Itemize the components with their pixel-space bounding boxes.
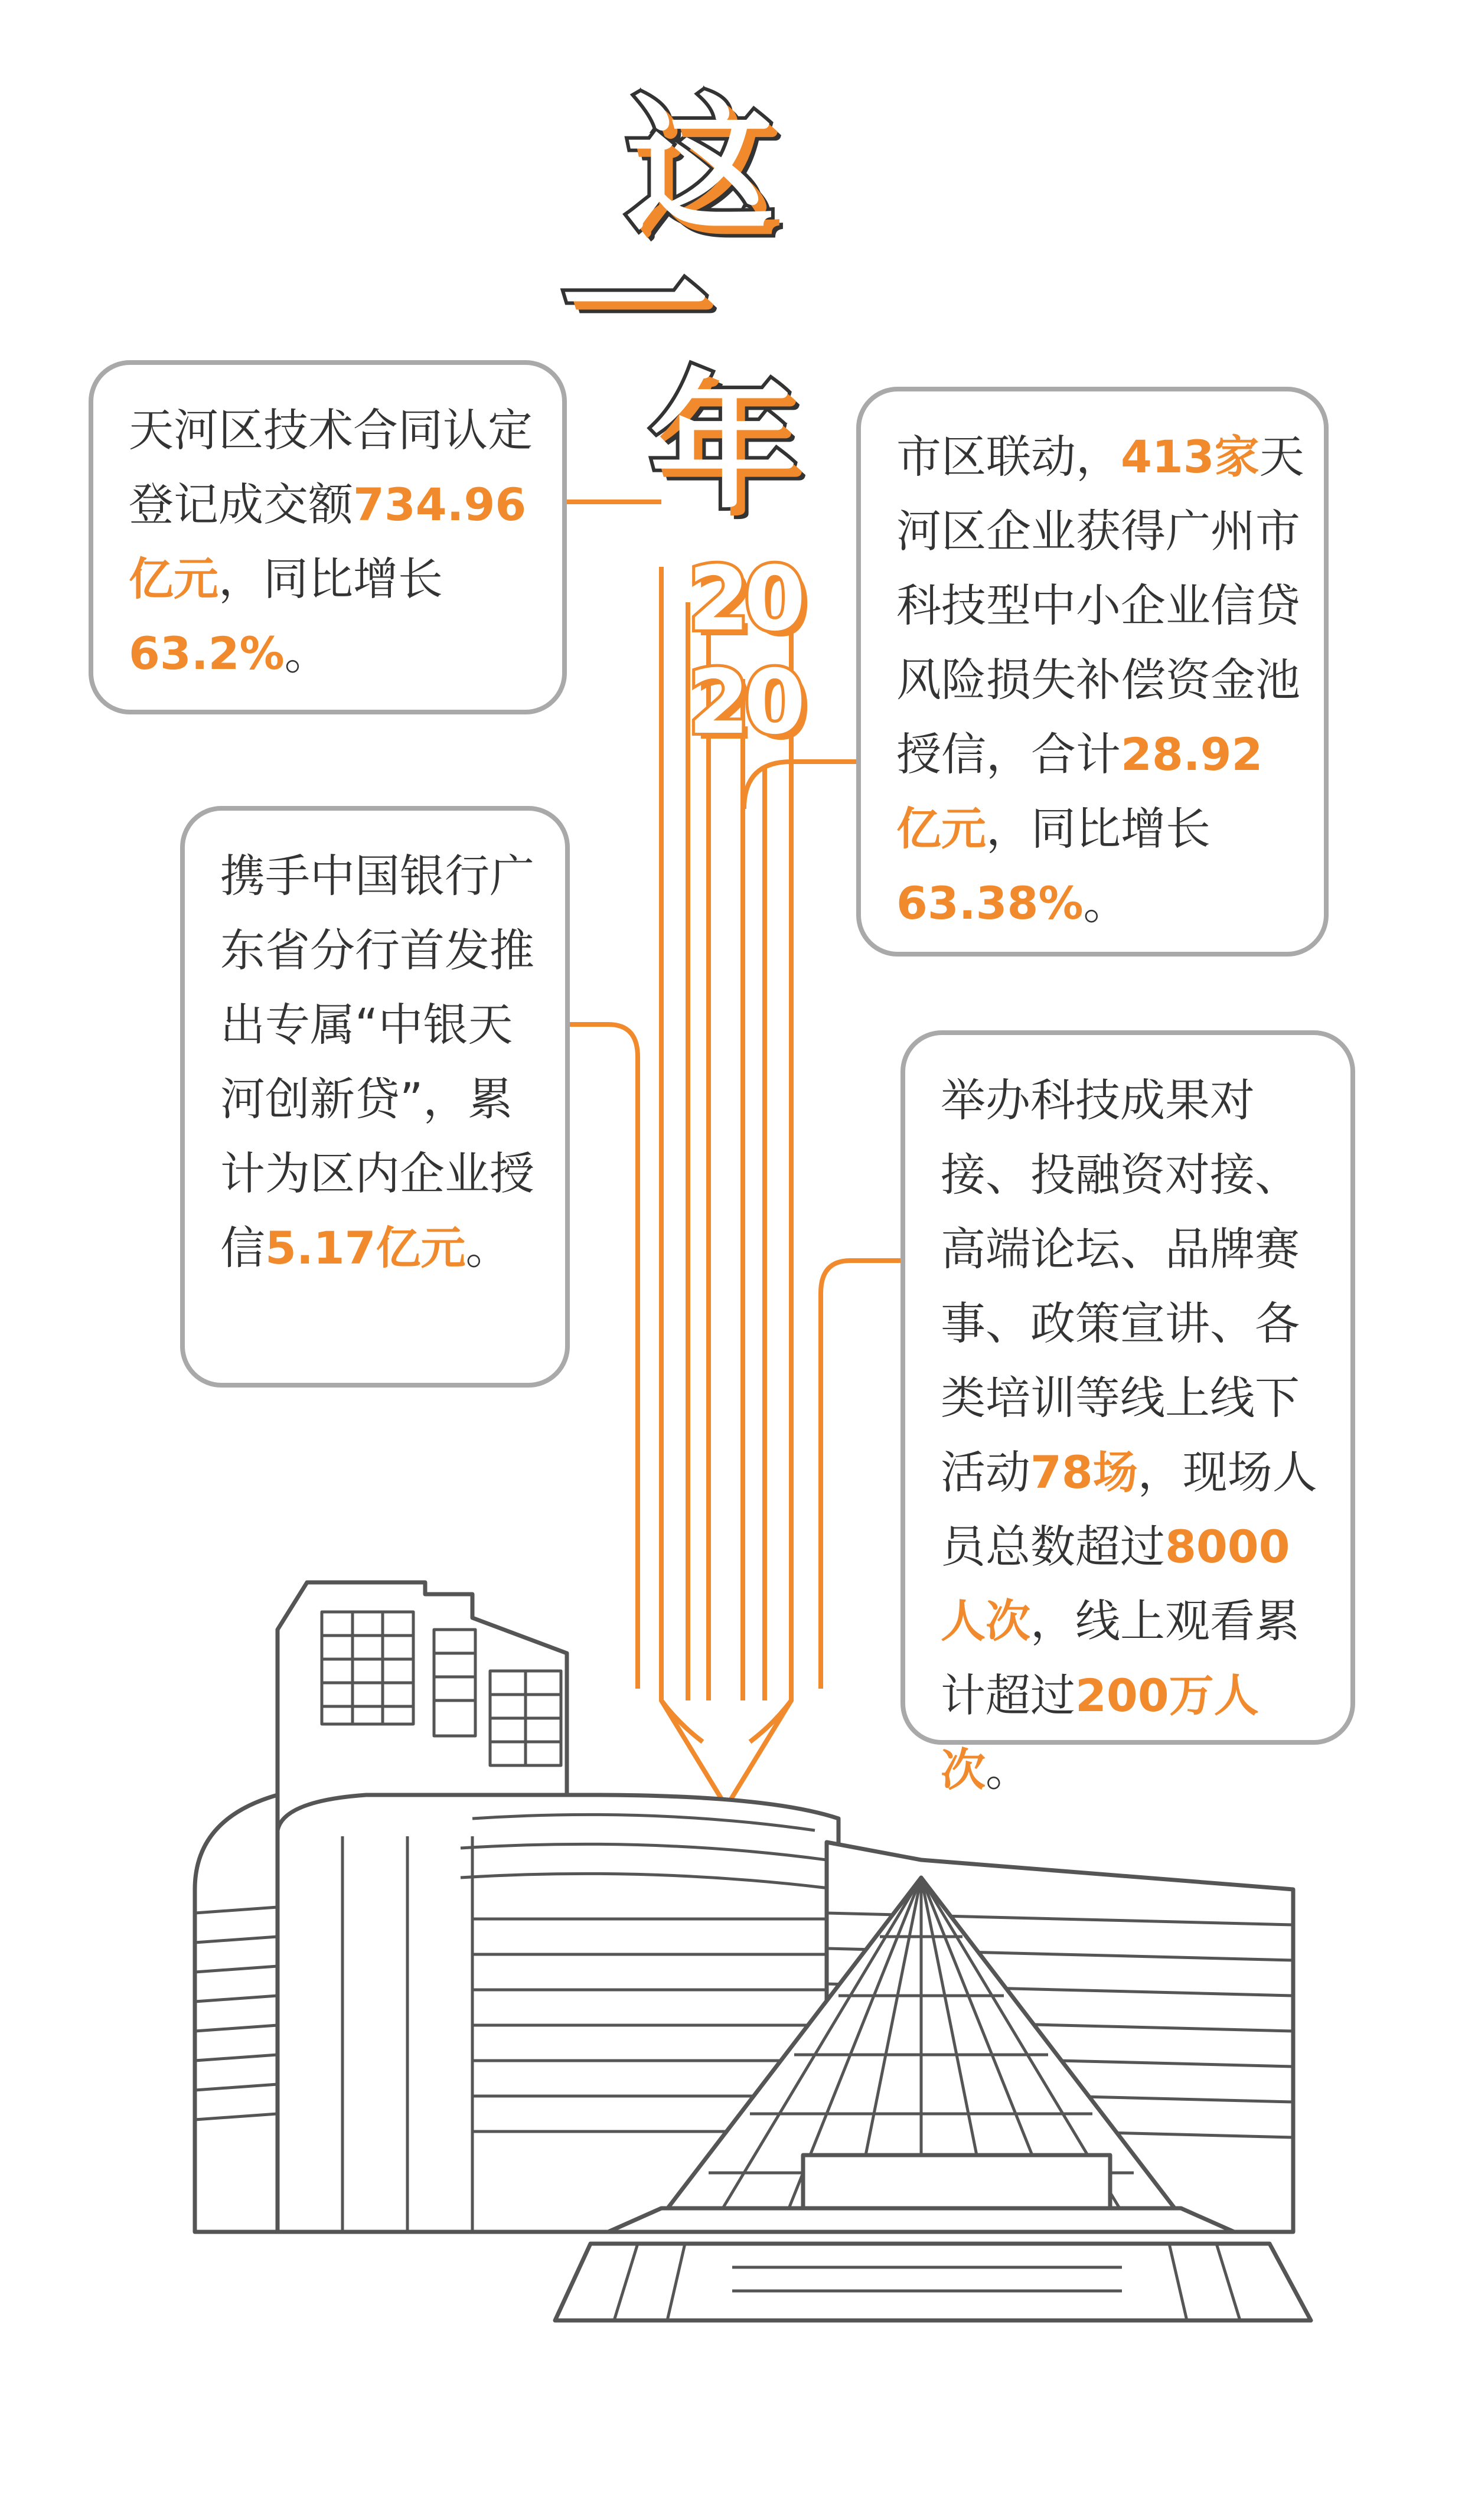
info-box-contract-registration <box>89 360 567 714</box>
info-box-events <box>900 1030 1355 1796</box>
year-digit-4: 0 <box>744 651 806 754</box>
box3-text-1: 携手中国银行广东省分行首发推出专属“中银天河创新贷”，累计为区内企业授信 <box>220 850 534 1274</box>
box1-text-2: ，同比增长 <box>218 553 443 605</box>
year-digit-1: 2 <box>688 548 750 651</box>
box2-highlight-growth: 63.38% <box>896 877 1084 929</box>
canopy <box>608 2208 1234 2232</box>
box3-text-2: 。 <box>465 1222 511 1274</box>
title-char-1: 这 <box>626 79 774 251</box>
box4-highlight-online: 200万人次 <box>941 1669 1259 1796</box>
year-digit-2: 0 <box>744 548 806 651</box>
year-digit-3: 2 <box>688 651 750 754</box>
box1-highlight-amount: 734.96亿元 <box>129 478 527 605</box>
entrance-block <box>803 2155 1110 2208</box>
info-box-bank-loan <box>180 806 570 1388</box>
info-box-credit-pool <box>856 387 1329 957</box>
box2-highlight-companies: 413家 <box>1121 430 1260 483</box>
title-char-2: 一 <box>561 221 709 393</box>
box4-text-1: 举办科技成果对接、投融资对接、高端论坛、品牌赛事、政策宣讲、各类培训等线上线下活动 <box>941 1074 1300 1499</box>
box4-text-4: 。 <box>986 1744 1030 1796</box>
box4-highlight-events: 78场 <box>1030 1446 1138 1499</box>
box2-text-4: 。 <box>1083 877 1128 929</box>
box2-text-3: ，同比增长 <box>986 802 1210 855</box>
box2-text-1: 市区联动， <box>896 430 1121 483</box>
box4-text-3: ，线上观看累计超过 <box>941 1595 1300 1722</box>
box4-text-2: ，现场人员总数超过 <box>941 1446 1317 1573</box>
box2-highlight-amount: 28.92亿元 <box>896 728 1263 855</box>
box4-highlight-onsite: 8000人次 <box>941 1520 1290 1647</box>
connector-box3 <box>570 1024 638 1689</box>
wing-left <box>195 1795 278 2232</box>
box3-highlight-amount: 5.17亿元 <box>265 1222 466 1274</box>
box2-text-2: 天河区企业获得广州市科技型中小企业信贷风险损失补偿资金池授信，合计 <box>896 430 1304 781</box>
title-char-3: 年 <box>650 357 797 528</box>
box1-highlight-growth: 63.2% <box>129 627 285 680</box>
box1-text-3: 。 <box>284 627 329 680</box>
connector-box4 <box>821 1261 900 1689</box>
box1-text-1: 天河区技术合同认定登记成交额 <box>129 404 533 531</box>
connector-box2 <box>744 762 856 809</box>
